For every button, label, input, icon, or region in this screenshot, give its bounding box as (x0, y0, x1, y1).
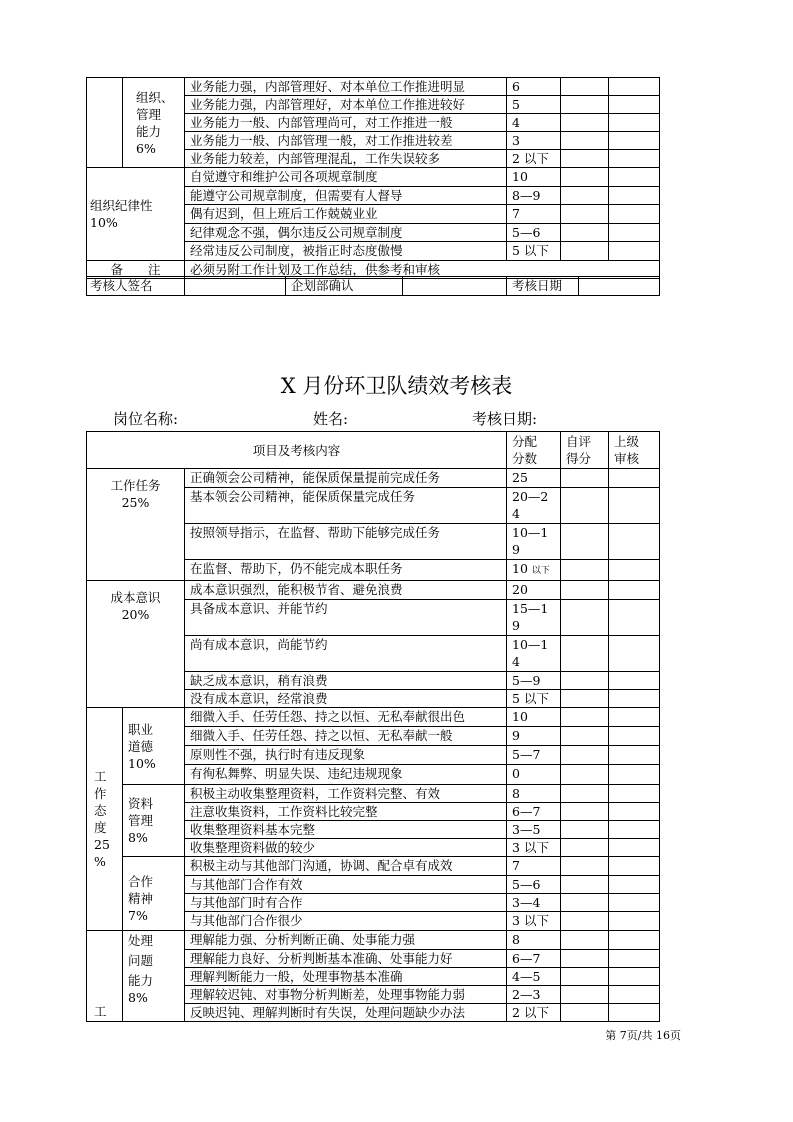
header-line: 得分 (566, 451, 592, 466)
supervisor-score-cell[interactable] (609, 950, 660, 968)
supervisor-score-cell[interactable] (609, 708, 660, 727)
criteria-text: 反映迟钝、理解判断时有失误，处理问题缺少办法 (185, 1004, 507, 1022)
criteria-text: 理解能力良好、分析判断基本准确、处事能力好 (185, 950, 507, 968)
self-score-cell[interactable] (561, 672, 609, 690)
score-value: 6—7 (507, 803, 561, 821)
self-score-cell[interactable] (561, 986, 609, 1004)
criteria-text: 与其他部门时有合作 (185, 894, 507, 912)
header-line: 分配 (512, 434, 538, 449)
criteria-text: 业务能力一般、内部管理尚可，对工作推进一般 (185, 114, 507, 132)
name-label: 姓名: (313, 410, 349, 428)
label-line: 问题 (128, 953, 154, 968)
score-line: 10—1 (512, 637, 549, 652)
supervisor-score-cell[interactable] (609, 986, 660, 1004)
discipline-label (87, 168, 185, 261)
score-value: 5 以下 (507, 690, 561, 708)
self-score-cell[interactable] (561, 821, 609, 839)
self-score-cell[interactable] (561, 187, 609, 205)
supervisor-score-cell[interactable] (609, 746, 660, 765)
header-row (87, 432, 660, 469)
score-value: 4—5 (507, 968, 561, 986)
table-row (87, 78, 660, 96)
criteria-text: 业务能力强，内部管理好、对本单位工作推进明显 (185, 78, 507, 96)
self-score-cell[interactable] (561, 785, 609, 803)
score-value: 7 (507, 205, 561, 224)
label-line: 能力 (136, 123, 162, 139)
score-line: 4 (512, 506, 520, 521)
criteria-text: 有徇私舞弊、明显失误、违纪违规现象 (185, 765, 507, 785)
label-line: 8% (128, 830, 148, 845)
self-score-cell[interactable] (561, 560, 609, 581)
score-line: 20—2 (512, 489, 549, 504)
score-value: 3 以下 (507, 839, 561, 857)
header-line: 上级 (614, 434, 640, 449)
criteria-text: 成本意识强烈，能积极节省、避免浪费 (185, 581, 507, 600)
supervisor-score-cell[interactable] (609, 96, 660, 114)
self-score-cell[interactable] (561, 600, 609, 636)
form-title: X 月份环卫队绩效考核表 (280, 374, 513, 398)
criteria-text: 细微入手、任劳任怨、持之以恒、无私奉献很出色 (185, 708, 507, 727)
criteria-text: 原则性不强，执行时有违反现象 (185, 746, 507, 765)
self-score-cell[interactable] (561, 78, 609, 96)
self-score-cell[interactable] (561, 242, 609, 261)
self-score-cell[interactable] (561, 894, 609, 912)
score-line: 10—1 (512, 525, 549, 540)
label-line: 处理 (128, 933, 154, 948)
supervisor-score-cell[interactable] (609, 803, 660, 821)
criteria-text: 经常违反公司制度，被指正时态度傲慢 (185, 242, 507, 261)
score-value: 5—6 (507, 876, 561, 894)
score-value: 2—3 (507, 986, 561, 1004)
score-value: 0 (507, 765, 561, 785)
score-value: 20 (507, 581, 561, 600)
score-value: 6—7 (507, 950, 561, 968)
score-value: 10 (507, 168, 561, 187)
criteria-text: 收集整理资料基本完整 (185, 821, 507, 839)
supervisor-score-cell[interactable] (609, 876, 660, 894)
reviewer-signature-field[interactable] (185, 277, 286, 296)
supervisor-score-cell[interactable] (609, 968, 660, 986)
header-line: 审核 (614, 451, 640, 466)
supervisor-score-cell[interactable] (609, 912, 660, 931)
criteria-text: 能遵守公司规章制度，但需要有人督导 (185, 187, 507, 205)
supervisor-score-cell[interactable] (609, 560, 660, 581)
cost-label (87, 581, 185, 708)
score-value: 4 (507, 114, 561, 132)
supervisor-score-cell[interactable] (609, 765, 660, 785)
self-score-cell[interactable] (561, 1004, 609, 1022)
table-continued (86, 77, 660, 279)
score-value: 5—9 (507, 672, 561, 690)
criteria-text: 注意收集资料，工作资料比较完整 (185, 803, 507, 821)
self-score-cell[interactable] (561, 168, 609, 187)
supervisor-score-cell[interactable] (609, 168, 660, 187)
score-value (507, 488, 561, 524)
label-line: 道德 (128, 738, 154, 754)
score-value: 9 (507, 727, 561, 746)
supervisor-score-cell[interactable] (609, 488, 660, 524)
score-value (507, 600, 561, 636)
label-line: 合作 (128, 874, 154, 889)
header-line: 自评 (566, 434, 592, 449)
score-value: 5—7 (507, 746, 561, 765)
score-main: 10 (512, 561, 532, 576)
table-row (87, 469, 660, 488)
score-value: 3—5 (507, 821, 561, 839)
org-mgmt-label (123, 78, 185, 168)
criteria-text: 具备成本意识、并能节约 (185, 600, 507, 636)
label-line: 8% (128, 990, 148, 1005)
label-line: 10% (128, 755, 156, 771)
score-value: 2 以下 (507, 150, 561, 168)
supervisor-score-cell[interactable] (609, 1004, 660, 1022)
label-line: 组织、 (136, 89, 174, 105)
position-label: 岗位名称: (113, 410, 179, 428)
supervisor-score-cell[interactable] (609, 132, 660, 150)
score-value (507, 560, 561, 581)
supervisor-score-cell[interactable] (609, 581, 660, 600)
self-score-cell[interactable] (561, 96, 609, 114)
self-score-cell[interactable] (561, 968, 609, 986)
self-score-cell[interactable] (561, 839, 609, 857)
criteria-text: 业务能力较差，内部管理混乱，工作失误较多 (185, 150, 507, 168)
self-score-cell[interactable] (561, 803, 609, 821)
supervisor-score-cell[interactable] (609, 857, 660, 876)
teamwork-label (123, 857, 185, 931)
score-value: 3 以下 (507, 912, 561, 931)
reviewer-signature-label: 考核人签名 (87, 277, 185, 296)
table-row (87, 581, 660, 600)
supervisor-score-cell[interactable] (609, 931, 660, 950)
label-line: 管理 (128, 813, 154, 828)
supervisor-score-cell[interactable] (609, 690, 660, 708)
criteria-text: 正确领会公司精神，能保质保量提前完成任务 (185, 469, 507, 488)
score-value: 5 (507, 96, 561, 114)
score-value: 10 (507, 708, 561, 727)
supervisor-score-cell[interactable] (609, 600, 660, 636)
label-line: % (94, 854, 106, 869)
label-line: 25 (94, 837, 110, 852)
label-line: 组织纪律性 (90, 198, 153, 213)
label-line: 态 (94, 803, 107, 818)
score-value: 6 (507, 78, 561, 96)
label-line: 资料 (128, 796, 154, 811)
self-score-cell[interactable] (561, 876, 609, 894)
supervisor-score-cell[interactable] (609, 150, 660, 168)
supervisor-score-cell[interactable] (609, 785, 660, 803)
header-supervisor (609, 432, 660, 469)
self-score-cell[interactable] (561, 727, 609, 746)
criteria-text: 基本领会公司精神，能保质保量完成任务 (185, 488, 507, 524)
label-line: 25% (121, 495, 150, 510)
self-score-cell[interactable] (561, 205, 609, 224)
parent-category-cell (87, 78, 123, 168)
review-date-label: 考核日期 (507, 277, 579, 296)
review-date-field[interactable] (579, 277, 660, 296)
self-score-cell[interactable] (561, 708, 609, 727)
self-score-cell[interactable] (561, 931, 609, 950)
score-value: 3 (507, 132, 561, 150)
supervisor-score-cell[interactable] (609, 839, 660, 857)
self-score-cell[interactable] (561, 857, 609, 876)
supervisor-score-cell[interactable] (609, 469, 660, 488)
criteria-text: 没有成本意识，经常浪费 (185, 690, 507, 708)
supervisor-score-cell[interactable] (609, 78, 660, 96)
label-line: 6% (136, 140, 156, 156)
self-score-cell[interactable] (561, 132, 609, 150)
header-line: 分数 (512, 451, 538, 466)
supervisor-score-cell[interactable] (609, 114, 660, 132)
self-score-cell[interactable] (561, 581, 609, 600)
planning-confirm-field[interactable] (403, 277, 507, 296)
supervisor-score-cell[interactable] (609, 727, 660, 746)
label-line: 精神 (128, 891, 154, 906)
criteria-text: 缺乏成本意识，稍有浪费 (185, 672, 507, 690)
self-score-cell[interactable] (561, 765, 609, 785)
review-date-label: 考核日期: (472, 410, 538, 428)
table-row (87, 785, 660, 803)
self-score-cell[interactable] (561, 950, 609, 968)
score-value: 8 (507, 931, 561, 950)
self-score-cell[interactable] (561, 690, 609, 708)
self-score-cell[interactable] (561, 524, 609, 560)
self-score-cell[interactable] (561, 469, 609, 488)
self-score-cell[interactable] (561, 224, 609, 242)
score-value: 2 以下 (507, 1004, 561, 1022)
label-line: 管理 (136, 106, 162, 122)
page-number: 第 7页/共 16页 (605, 1029, 681, 1042)
self-score-cell[interactable] (561, 746, 609, 765)
score-small: 以下 (531, 566, 550, 576)
data-mgmt-label (123, 785, 185, 857)
criteria-text: 理解较迟钝、对事物分析判断差，处理事物能力弱 (185, 986, 507, 1004)
header-score (507, 432, 561, 469)
label-line: 能力 (128, 973, 154, 988)
score-line: 9 (512, 618, 520, 633)
remark-text: 必须另附工作计划及工作总结，供参考和审核 (185, 261, 660, 279)
criteria-text: 业务能力强，内部管理好，对本单位工作推进较好 (185, 96, 507, 114)
score-value (507, 636, 561, 672)
performance-table (86, 431, 660, 1022)
supervisor-score-cell[interactable] (609, 672, 660, 690)
criteria-text: 按照领导指示，在监督、帮助下能够完成任务 (185, 524, 507, 560)
label-line: 7% (128, 908, 148, 923)
label-line: 工 (94, 1004, 107, 1019)
supervisor-score-cell[interactable] (609, 224, 660, 242)
table-row (87, 931, 660, 950)
criteria-text: 业务能力一般、内部管理一般，对工作推进较差 (185, 132, 507, 150)
criteria-text: 积极主动收集整理资料，工作资料完整、有效 (185, 785, 507, 803)
criteria-text: 在监督、帮助下，仍不能完成本职任务 (185, 560, 507, 581)
attitude-label (87, 708, 123, 931)
label-line: 成本意识 (110, 590, 161, 605)
signature-row (87, 277, 660, 296)
header-self (561, 432, 609, 469)
score-value: 8 (507, 785, 561, 803)
score-value: 3—4 (507, 894, 561, 912)
score-value (507, 524, 561, 560)
remark-label: 备 注 (87, 261, 185, 279)
criteria-text: 理解判断能力一般，处理事物基本准确 (185, 968, 507, 986)
work-task-label (87, 469, 185, 581)
score-value: 25 (507, 469, 561, 488)
self-score-cell[interactable] (561, 150, 609, 168)
header-item: 项目及考核内容 (87, 432, 507, 469)
problem-handling-label (123, 931, 185, 1022)
criteria-text: 与其他部门合作有效 (185, 876, 507, 894)
label-line: 作 (94, 786, 107, 801)
criteria-text: 细微入手、任劳任怨、持之以恒、无私奉献一般 (185, 727, 507, 746)
label-line: 工作任务 (110, 478, 161, 493)
score-line: 15—1 (512, 601, 549, 616)
ethics-label (123, 708, 185, 785)
label-line: 度 (94, 820, 107, 835)
label-line: 20% (121, 607, 150, 622)
self-score-cell[interactable] (561, 912, 609, 931)
label-line: 职业 (128, 721, 154, 737)
criteria-text: 理解能力强、分析判断正确、处事能力强 (185, 931, 507, 950)
supervisor-score-cell[interactable] (609, 821, 660, 839)
criteria-text: 积极主动与其他部门沟通，协调、配合卓有成效 (185, 857, 507, 876)
criteria-text: 纪律观念不强，偶尔违反公司规章制度 (185, 224, 507, 242)
planning-confirm-label: 企划部确认 (286, 277, 403, 296)
score-value: 5—6 (507, 224, 561, 242)
self-score-cell[interactable] (561, 636, 609, 672)
supervisor-score-cell[interactable] (609, 524, 660, 560)
supervisor-score-cell[interactable] (609, 894, 660, 912)
self-score-cell[interactable] (561, 488, 609, 524)
supervisor-score-cell[interactable] (609, 636, 660, 672)
label-line: 10% (90, 215, 118, 230)
supervisor-score-cell[interactable] (609, 242, 660, 261)
ability-label (87, 931, 123, 1022)
score-line: 9 (512, 542, 520, 557)
supervisor-score-cell[interactable] (609, 187, 660, 205)
criteria-text: 与其他部门合作很少 (185, 912, 507, 931)
criteria-text: 收集整理资料做的较少 (185, 839, 507, 857)
score-line: 4 (512, 654, 520, 669)
table-row (87, 168, 660, 187)
score-value: 8—9 (507, 187, 561, 205)
criteria-text: 自觉遵守和维护公司各项规章制度 (185, 168, 507, 187)
signature-table (86, 276, 660, 296)
criteria-text: 偶有迟到，但上班后工作兢兢业业 (185, 205, 507, 224)
criteria-text: 尚有成本意识，尚能节约 (185, 636, 507, 672)
score-value: 7 (507, 857, 561, 876)
table-row (87, 708, 660, 727)
label-line: 工 (94, 769, 107, 784)
supervisor-score-cell[interactable] (609, 205, 660, 224)
score-value: 5 以下 (507, 242, 561, 261)
table-row (87, 857, 660, 876)
self-score-cell[interactable] (561, 114, 609, 132)
